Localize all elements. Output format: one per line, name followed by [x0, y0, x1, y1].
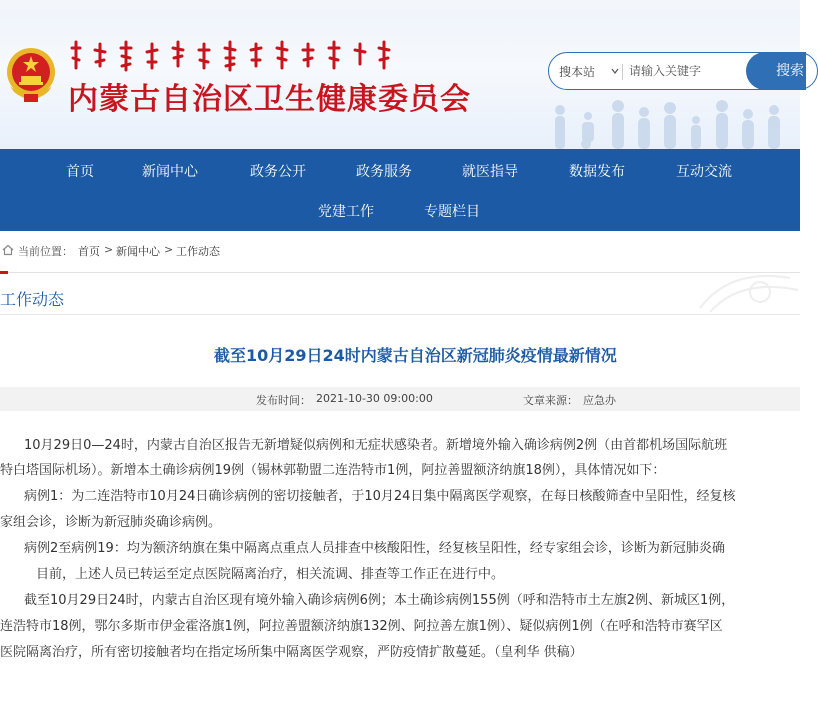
breadcrumb-work-news[interactable]: 工作动态 [176, 245, 220, 258]
watermark-decoration [690, 268, 800, 314]
breadcrumb-news[interactable]: 新闻中心 [116, 245, 160, 258]
source-value: 应急办 [583, 394, 616, 407]
mongolian-script-logo [70, 38, 430, 74]
article-line: 连浩特市18例，鄂尔多斯市伊金霍洛旗1例，阿拉善盟额济纳旗132例、阿拉善左旗1例）、疑似病例1例（在呼和浩特市赛罕区 [0, 619, 723, 634]
published-label: 发布时间： [256, 394, 311, 407]
article-line: 家组会诊，诊断为新冠肺炎确诊病例。 [0, 515, 222, 530]
nav-item-government-services[interactable]: 政务服务 [356, 164, 412, 180]
home-icon [2, 244, 14, 256]
article-title: 截至10月29日24时内蒙古自治区新冠肺炎疫情最新情况 [214, 346, 617, 365]
nav-item-interaction[interactable]: 互动交流 [676, 164, 732, 180]
search-button[interactable]: 搜索 [746, 52, 806, 90]
article-line: 特白塔国际机场）。新增本土确诊病例19例（锡林郭勒盟二连浩特市1例，阿拉善盟额济纳旗18例），具体情况如下： [0, 463, 666, 478]
article-line: 病例1：为二连浩特市10月24日确诊病例的密切接触者，于10月24日集中隔离医学观察，在每日核酸筛查中呈阳性，经复核 [24, 489, 736, 504]
breadcrumb-separator: > [164, 243, 174, 256]
article-line: 10月29日0—24时，内蒙古自治区报告无新增疑似病例和无症状感染者。新增境外输入确诊病例2例（由首都机场国际航班 [24, 438, 728, 453]
article-line: 病例2至病例19：均为额济纳旗在集中隔离点重点人员排查中核酸阳性，经复核呈阳性，经专家组会诊，诊断为新冠肺炎确 [24, 541, 725, 556]
nav-item-party-building[interactable]: 党建工作 [318, 204, 374, 220]
nav-item-home[interactable]: 首页 [66, 164, 94, 180]
caret-down-icon[interactable] [611, 66, 619, 76]
divider [0, 272, 800, 273]
breadcrumb-home[interactable]: 首页 [78, 245, 100, 258]
search-divider [622, 64, 623, 80]
people-silhouettes-decoration [540, 96, 800, 149]
source-label: 文章来源： [523, 394, 578, 407]
breadcrumb-label: 当前位置： [18, 245, 73, 258]
section-rule [0, 314, 800, 315]
nav-item-special-topics[interactable]: 专题栏目 [424, 204, 480, 220]
nav-item-government-affairs[interactable]: 政务公开 [250, 164, 306, 180]
article-line: 目前，上述人员已转运至定点医院隔离治疗，相关流调、排查等工作正在进行中。 [36, 567, 505, 582]
nav-item-data-release[interactable]: 数据发布 [569, 164, 625, 180]
nav-item-medical-guide[interactable]: 就医指导 [462, 164, 518, 180]
article-meta [0, 387, 800, 411]
published-time: 2021-10-30 09:00:00 [316, 392, 433, 405]
article-line: 医院隔离治疗，所有密切接触者均在指定场所集中隔离医学观察，严防疫情扩散蔓延。（皇利华 供稿） [0, 645, 583, 660]
breadcrumb-separator: > [104, 243, 114, 256]
search-scope-select[interactable]: 搜本站 [559, 65, 596, 79]
search-input[interactable] [629, 61, 747, 81]
site-title: 内蒙古自治区卫生健康委员会 [68, 82, 471, 117]
national-emblem-icon [4, 46, 58, 104]
divider-accent [0, 271, 8, 274]
article-line: 截至10月29日24时，内蒙古自治区现有境外输入确诊病例6例；本土确诊病例155例（呼和浩特市土左旗2例、新城区1例， [24, 593, 735, 608]
top-strip [0, 0, 800, 10]
main-nav [0, 149, 800, 231]
section-title: 工作动态 [0, 290, 65, 309]
nav-item-news[interactable]: 新闻中心 [142, 164, 198, 180]
